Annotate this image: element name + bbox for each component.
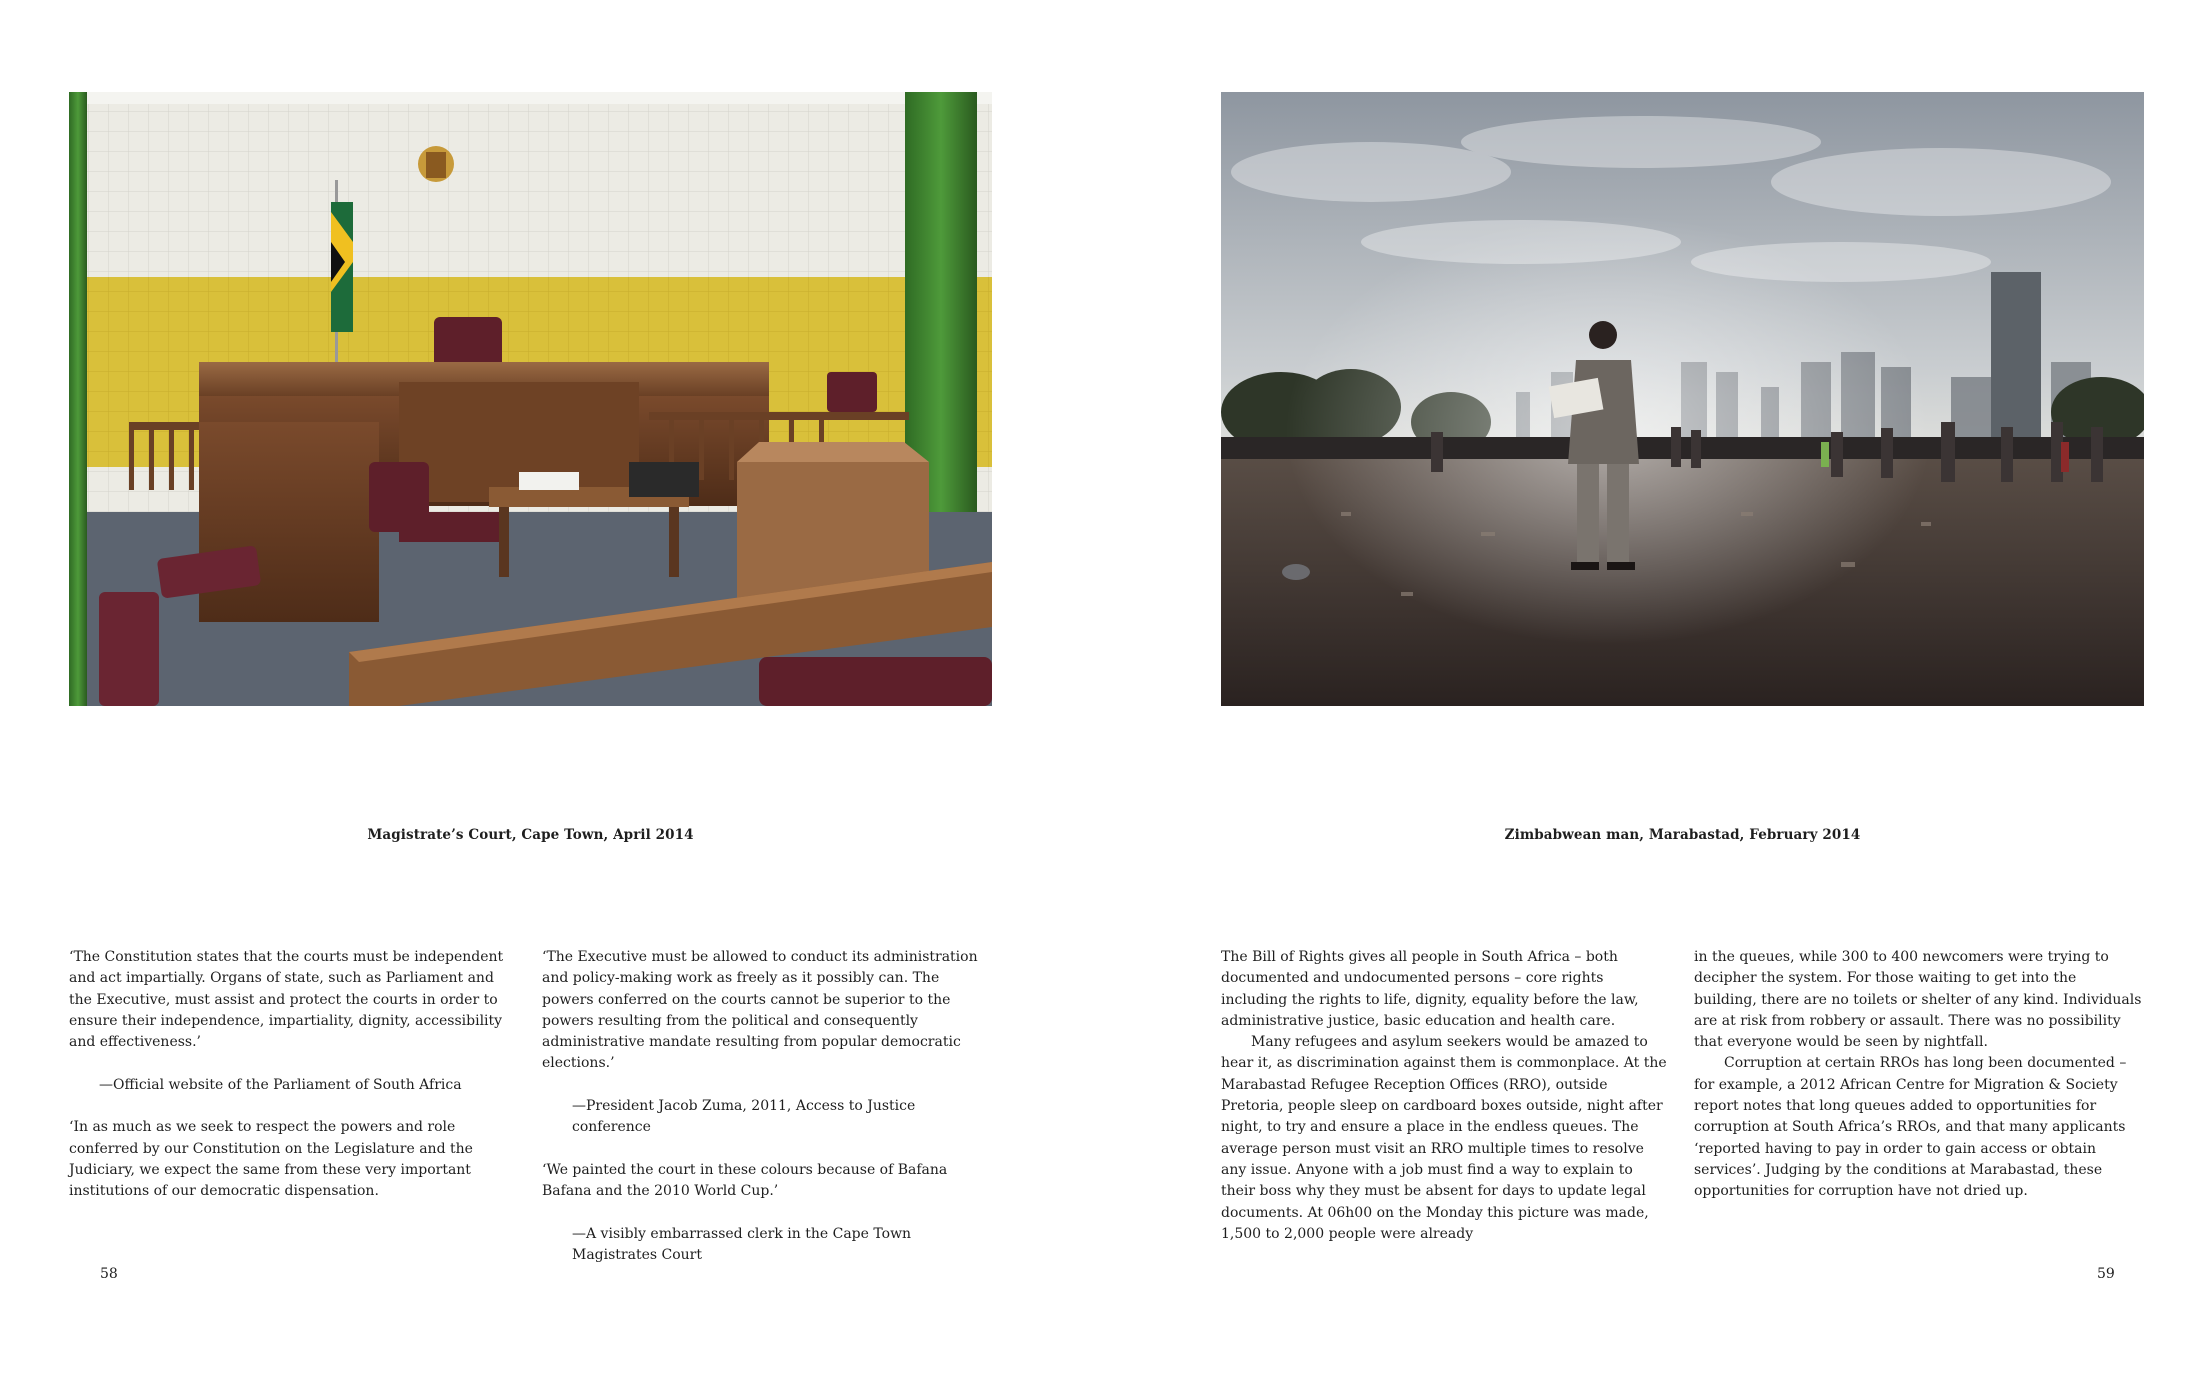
quote-attribution: —Official website of the Parliament of South Africa [99,1076,462,1093]
quote-attribution: —President Jacob Zuma, 2011, Access to Justice conference [572,1098,916,1136]
body-paragraph: Corruption at certain RROs has long been documented – for example, a 2012 African Centre for Migration & Society report notes that long queues added to opportunities for corruption at South Africa’s RROs, and that many applicants ‘reported having to pay in order to gain access or obtain services’. Judging by the conditions at Marabastad, these opportunities for corruption have not dried up. [1694,1055,2127,1200]
quote-text: ‘In as much as we seek to respect the powers and role conferred by our Constitution on the Legislature and the Judiciary, we expect the same from these very important institutions of our democratic dispensation. [69,1119,473,1200]
body-paragraph: Many refugees and asylum seekers would be amazed to hear it, as discrimination against them is commonplace. At the Marabastad Refugee Reception Offices (RRO), outside Pretoria, people sleep on cardboard boxes outside, night after night, to try and ensure a place in the endless queues. The average person must visit an RRO multiple times to resolve any issue. Anyone with a job must find a way to explain to their boss why they must be absent for days to update legal documents. At 06h00 on the Monday this picture was made, 1,500 to 2,000 people were already [1221,1034,1667,1242]
quote-text: ‘The Executive must be allowed to conduct its administration and policy-making work as freely as it possibly can. The powers conferred on the courts cannot be superior to the powers resulting from the political and consequently administrative mandate resulting from popular democratic elections.’ [542,949,978,1072]
left-column-2 [542,947,989,1288]
right-page [1100,0,2200,1376]
quote-text: ‘We painted the court in these colours because of Bafana Bafana and the 2010 World Cup.’ [542,1161,948,1200]
body-paragraph: in the queues, while 300 to 400 newcomers were trying to decipher the system. For those waiting to get into the building, there are no toilets or shelter of any kind. Individuals are at risk from robbery or assault. There was no possibility that everyone would be seen by nightfall. [1694,949,2142,1051]
right-column-2 [1694,947,2142,1203]
quote-attribution: —A visibly embarrassed clerk in the Cape Town Magistrates Court [572,1225,912,1264]
marabastad-photo [1221,92,2144,706]
right-column-1 [1221,947,1669,1245]
marabastad-caption: Zimbabwean man, Marabastad, February 2014 [1504,827,1861,843]
page-number: 58 [100,1266,118,1282]
page-number: 59 [2097,1266,2115,1282]
body-paragraph: The Bill of Rights gives all people in South Africa – both documented and undocumented persons – core rights including the rights to life, dignity, equality before the law, administrative justice, basic education and health care. [1221,949,1639,1029]
courtroom-caption: Magistrate’s Court, Cape Town, April 2014 [367,827,694,843]
left-column-1 [69,947,516,1224]
courtroom-photo [69,92,992,706]
quote-text: ‘The Constitution states that the courts must be independent and act impartially. Organs of state, such as Parliament and the Executive, must assist and protect the courts in order to ensure their independence, impartiality, dignity, accessibility and effectiveness.’ [69,949,504,1051]
